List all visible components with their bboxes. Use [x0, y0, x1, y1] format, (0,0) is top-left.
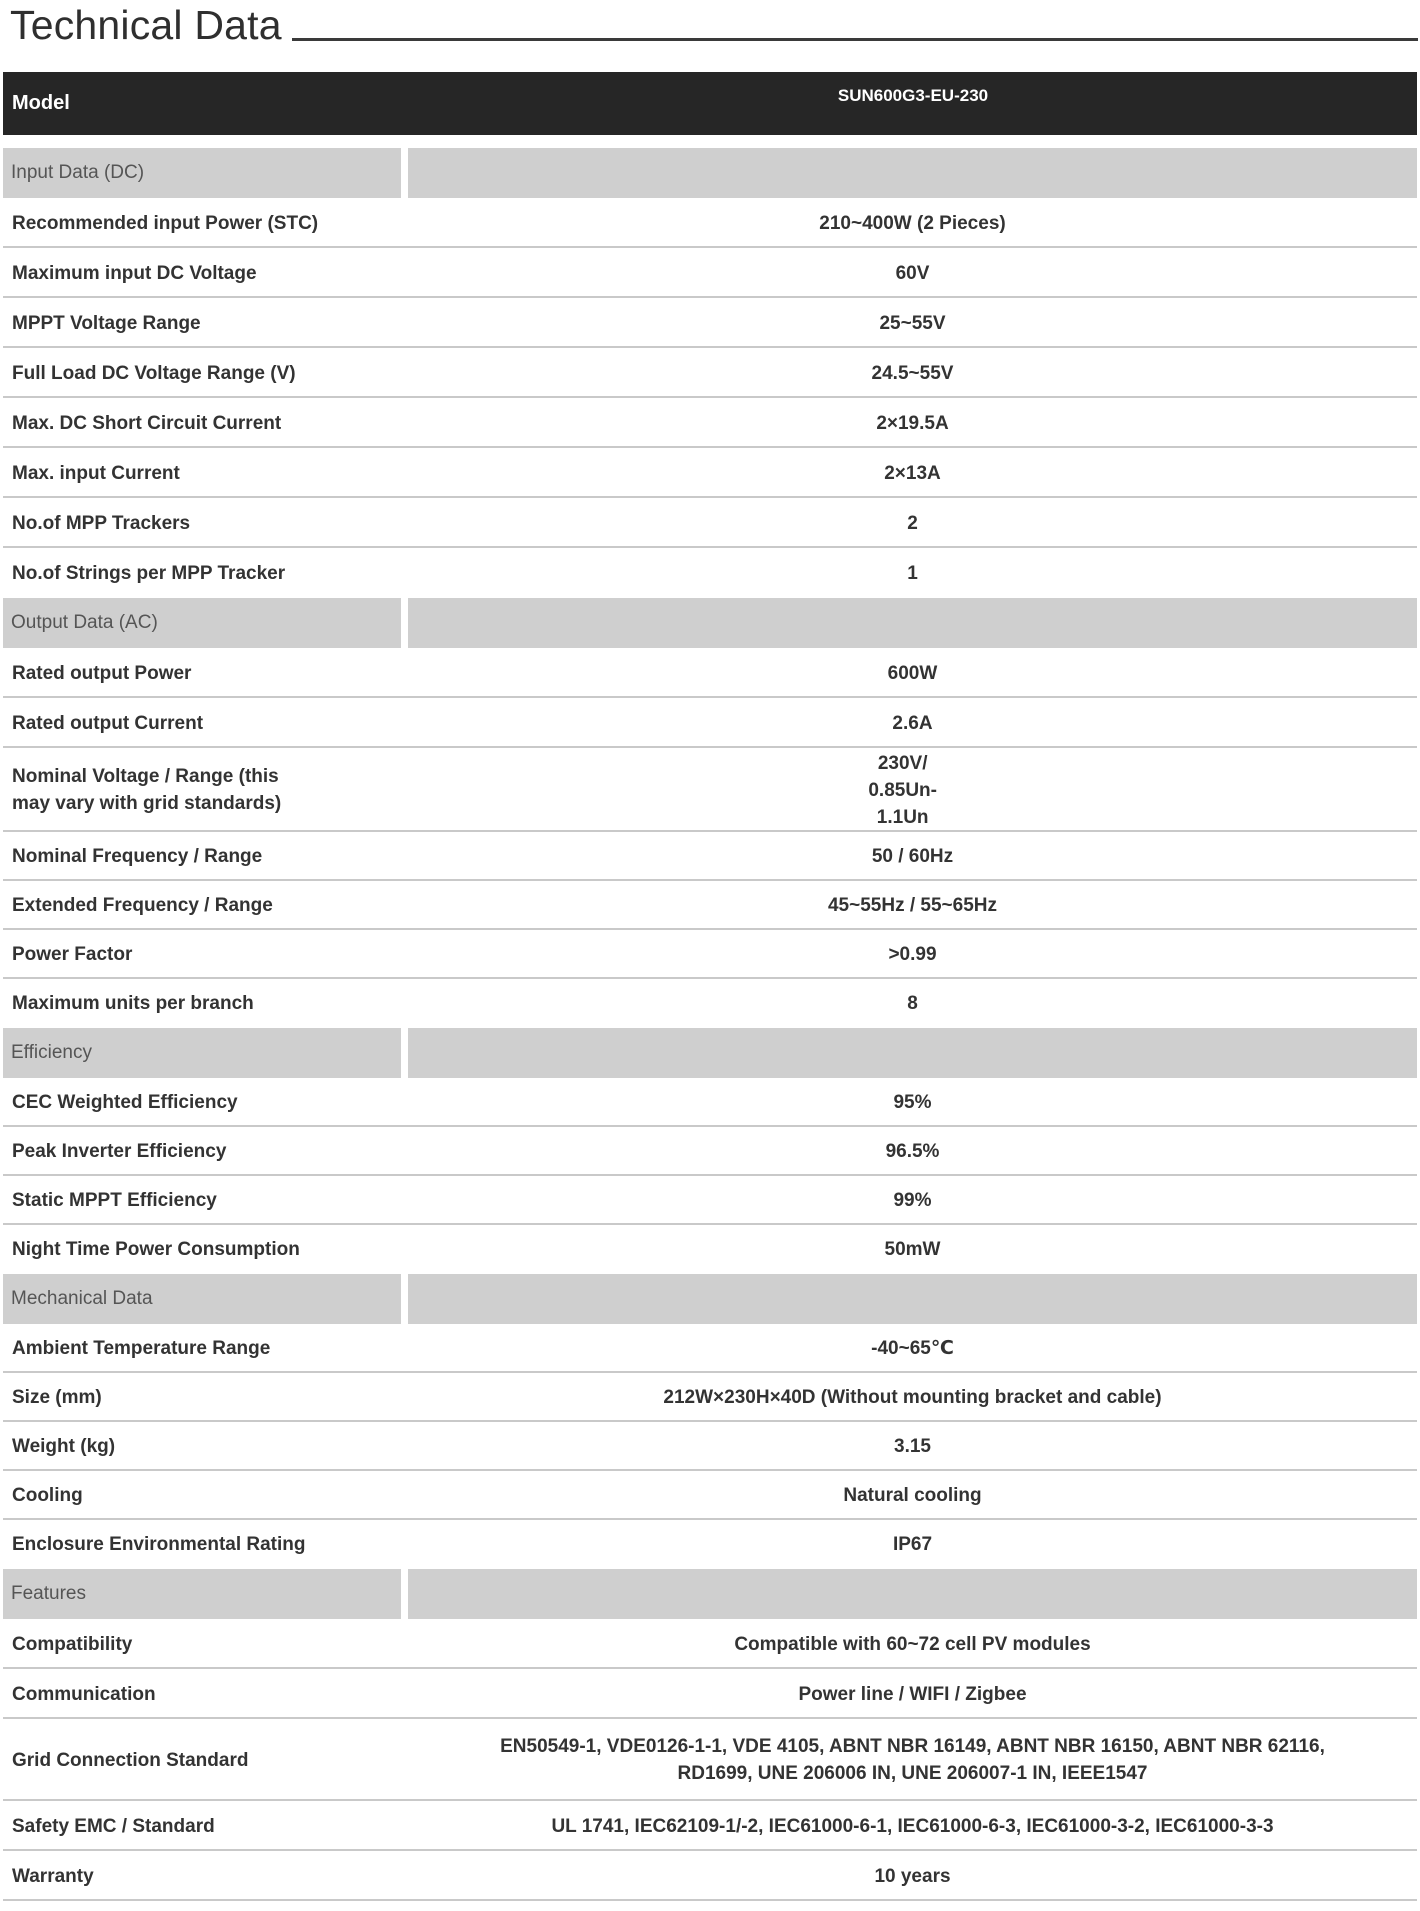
- row-label: No.of MPP Trackers: [12, 512, 191, 534]
- row-label: Nominal Voltage / Range (this may vary with grid standards): [12, 766, 282, 814]
- row-label: Rated output Power: [12, 662, 192, 684]
- row-label: Communication: [12, 1683, 156, 1705]
- row-label: Max. input Current: [12, 462, 180, 484]
- row-label: Warranty: [12, 1865, 94, 1887]
- spec-table: [3, 72, 1417, 1901]
- table-row: [3, 198, 1417, 248]
- row-value: 1: [907, 562, 918, 584]
- section-header-fill: [408, 148, 1417, 198]
- table-row: [3, 1225, 1417, 1274]
- section-header-fill: [408, 598, 1417, 648]
- row-label: MPPT Voltage Range: [12, 312, 201, 334]
- table-row: [3, 1719, 1417, 1801]
- row-value: UL 1741, IEC62109-1/-2, IEC61000-6-1, IEC61000-6-3, IEC61000-3-2, IEC61000-3-3: [551, 1815, 1274, 1837]
- row-value: 10 years: [874, 1865, 951, 1887]
- row-value: 600W: [887, 662, 938, 684]
- page-title: Technical Data: [10, 2, 282, 48]
- table-row: [3, 832, 1417, 881]
- page-header: [0, 0, 1420, 60]
- table-row: [3, 979, 1417, 1028]
- section-header-input-data: [3, 148, 1417, 198]
- row-label: Maximum units per branch: [12, 993, 254, 1014]
- table-row: [3, 1078, 1417, 1127]
- table-row: [3, 248, 1417, 298]
- row-value: Compatible with 60~72 cell PV modules: [734, 1633, 1091, 1655]
- row-value: 50 / 60Hz: [871, 846, 954, 867]
- section-title: Input Data (DC): [3, 148, 401, 198]
- row-value: 95%: [893, 1092, 932, 1113]
- section-header-efficiency: [3, 1028, 1417, 1078]
- row-value: >0.99: [888, 944, 937, 965]
- table-row: [3, 1324, 1417, 1373]
- section-header-fill: [408, 1274, 1417, 1324]
- table-row: [3, 398, 1417, 448]
- section-header-fill: [408, 1028, 1417, 1078]
- row-label: Maximum input DC Voltage: [12, 262, 257, 284]
- row-value: 24.5~55V: [871, 362, 954, 384]
- row-label: No.of Strings per MPP Tracker: [12, 562, 286, 584]
- row-label: Night Time Power Consumption: [12, 1239, 300, 1260]
- row-value: 3.15: [894, 1436, 931, 1457]
- table-row: [3, 1127, 1417, 1176]
- table-row: [3, 1801, 1417, 1851]
- table-row: [3, 1619, 1417, 1669]
- row-value: IP67: [892, 1534, 933, 1555]
- row-value: 45~55Hz / 55~65Hz: [827, 895, 997, 916]
- section-header-output-data: [3, 598, 1417, 648]
- row-value: 210~400W (2 Pieces): [819, 212, 1006, 234]
- row-label: Peak Inverter Efficiency: [12, 1141, 227, 1162]
- row-value: -40~65℃: [871, 1338, 954, 1359]
- section-title: Efficiency: [3, 1028, 401, 1078]
- row-value: 8: [907, 993, 918, 1014]
- row-label: Extended Frequency / Range: [12, 895, 273, 916]
- row-value: 212W×230H×40D (Without mounting bracket and cable): [663, 1387, 1162, 1408]
- row-label: Static MPPT Efficiency: [12, 1190, 217, 1211]
- row-label: Power Factor: [12, 944, 133, 965]
- table-row: [3, 1422, 1417, 1471]
- row-label: Rated output Current: [12, 712, 204, 734]
- row-label: Ambient Temperature Range: [12, 1338, 271, 1359]
- model-row: [3, 72, 1417, 135]
- table-row: [3, 748, 1417, 832]
- row-label: Safety EMC / Standard: [12, 1815, 215, 1837]
- row-label: Nominal Frequency / Range: [12, 846, 263, 867]
- section-title: Mechanical Data: [3, 1274, 401, 1324]
- model-label: Model: [12, 92, 70, 114]
- row-value: 96.5%: [885, 1141, 940, 1162]
- row-value: EN50549-1, VDE0126-1-1, VDE 4105, ABNT NBR 16149, ABNT NBR 16150, ABNT NBR 62116, RD1699, UNE 206006 IN, UNE 206007-1 IN, IEEE1547: [500, 1736, 1325, 1784]
- section-title: Output Data (AC): [3, 598, 401, 648]
- row-label: Enclosure Environmental Rating: [12, 1534, 306, 1555]
- row-value: 230V/ 0.85Un-1.1Un: [868, 752, 937, 828]
- table-row: [3, 1176, 1417, 1225]
- table-row: [3, 1373, 1417, 1422]
- section-header-features: [3, 1569, 1417, 1619]
- row-label: Recommended input Power (STC): [12, 212, 319, 234]
- table-row: [3, 548, 1417, 598]
- title-rule: [292, 38, 1418, 41]
- row-value: 2: [907, 512, 918, 534]
- row-label: Cooling: [12, 1485, 83, 1506]
- row-label: Full Load DC Voltage Range (V): [12, 362, 296, 384]
- table-row: [3, 1851, 1417, 1901]
- section-title: Features: [3, 1569, 401, 1619]
- row-label: CEC Weighted Efficiency: [12, 1092, 238, 1113]
- table-row: [3, 698, 1417, 748]
- row-label: Max. DC Short Circuit Current: [12, 412, 282, 434]
- row-value: 2.6A: [892, 712, 933, 734]
- row-value: 2×19.5A: [876, 412, 949, 434]
- row-value: 99%: [893, 1190, 932, 1211]
- row-label: Compatibility: [12, 1633, 133, 1655]
- row-value: 2×13A: [884, 462, 941, 484]
- row-value: 50mW: [884, 1239, 941, 1260]
- table-row: [3, 498, 1417, 548]
- section-header-mechanical-data: [3, 1274, 1417, 1324]
- table-row: [3, 1520, 1417, 1569]
- table-row: [3, 930, 1417, 979]
- table-row: [3, 648, 1417, 698]
- model-value: SUN600G3-EU-230: [837, 86, 989, 105]
- table-row: [3, 881, 1417, 930]
- row-label: Grid Connection Standard: [12, 1749, 249, 1771]
- table-row: [3, 448, 1417, 498]
- table-row: [3, 1471, 1417, 1520]
- row-label: Weight (kg): [12, 1436, 116, 1457]
- table-row: [3, 348, 1417, 398]
- section-header-fill: [408, 1569, 1417, 1619]
- table-row: [3, 298, 1417, 348]
- row-value: Power line / WIFI / Zigbee: [798, 1683, 1027, 1705]
- row-label: Size (mm): [12, 1387, 102, 1408]
- table-row: [3, 1669, 1417, 1719]
- row-value: 60V: [895, 262, 930, 284]
- row-value: Natural cooling: [843, 1485, 982, 1506]
- row-value: 25~55V: [879, 312, 946, 334]
